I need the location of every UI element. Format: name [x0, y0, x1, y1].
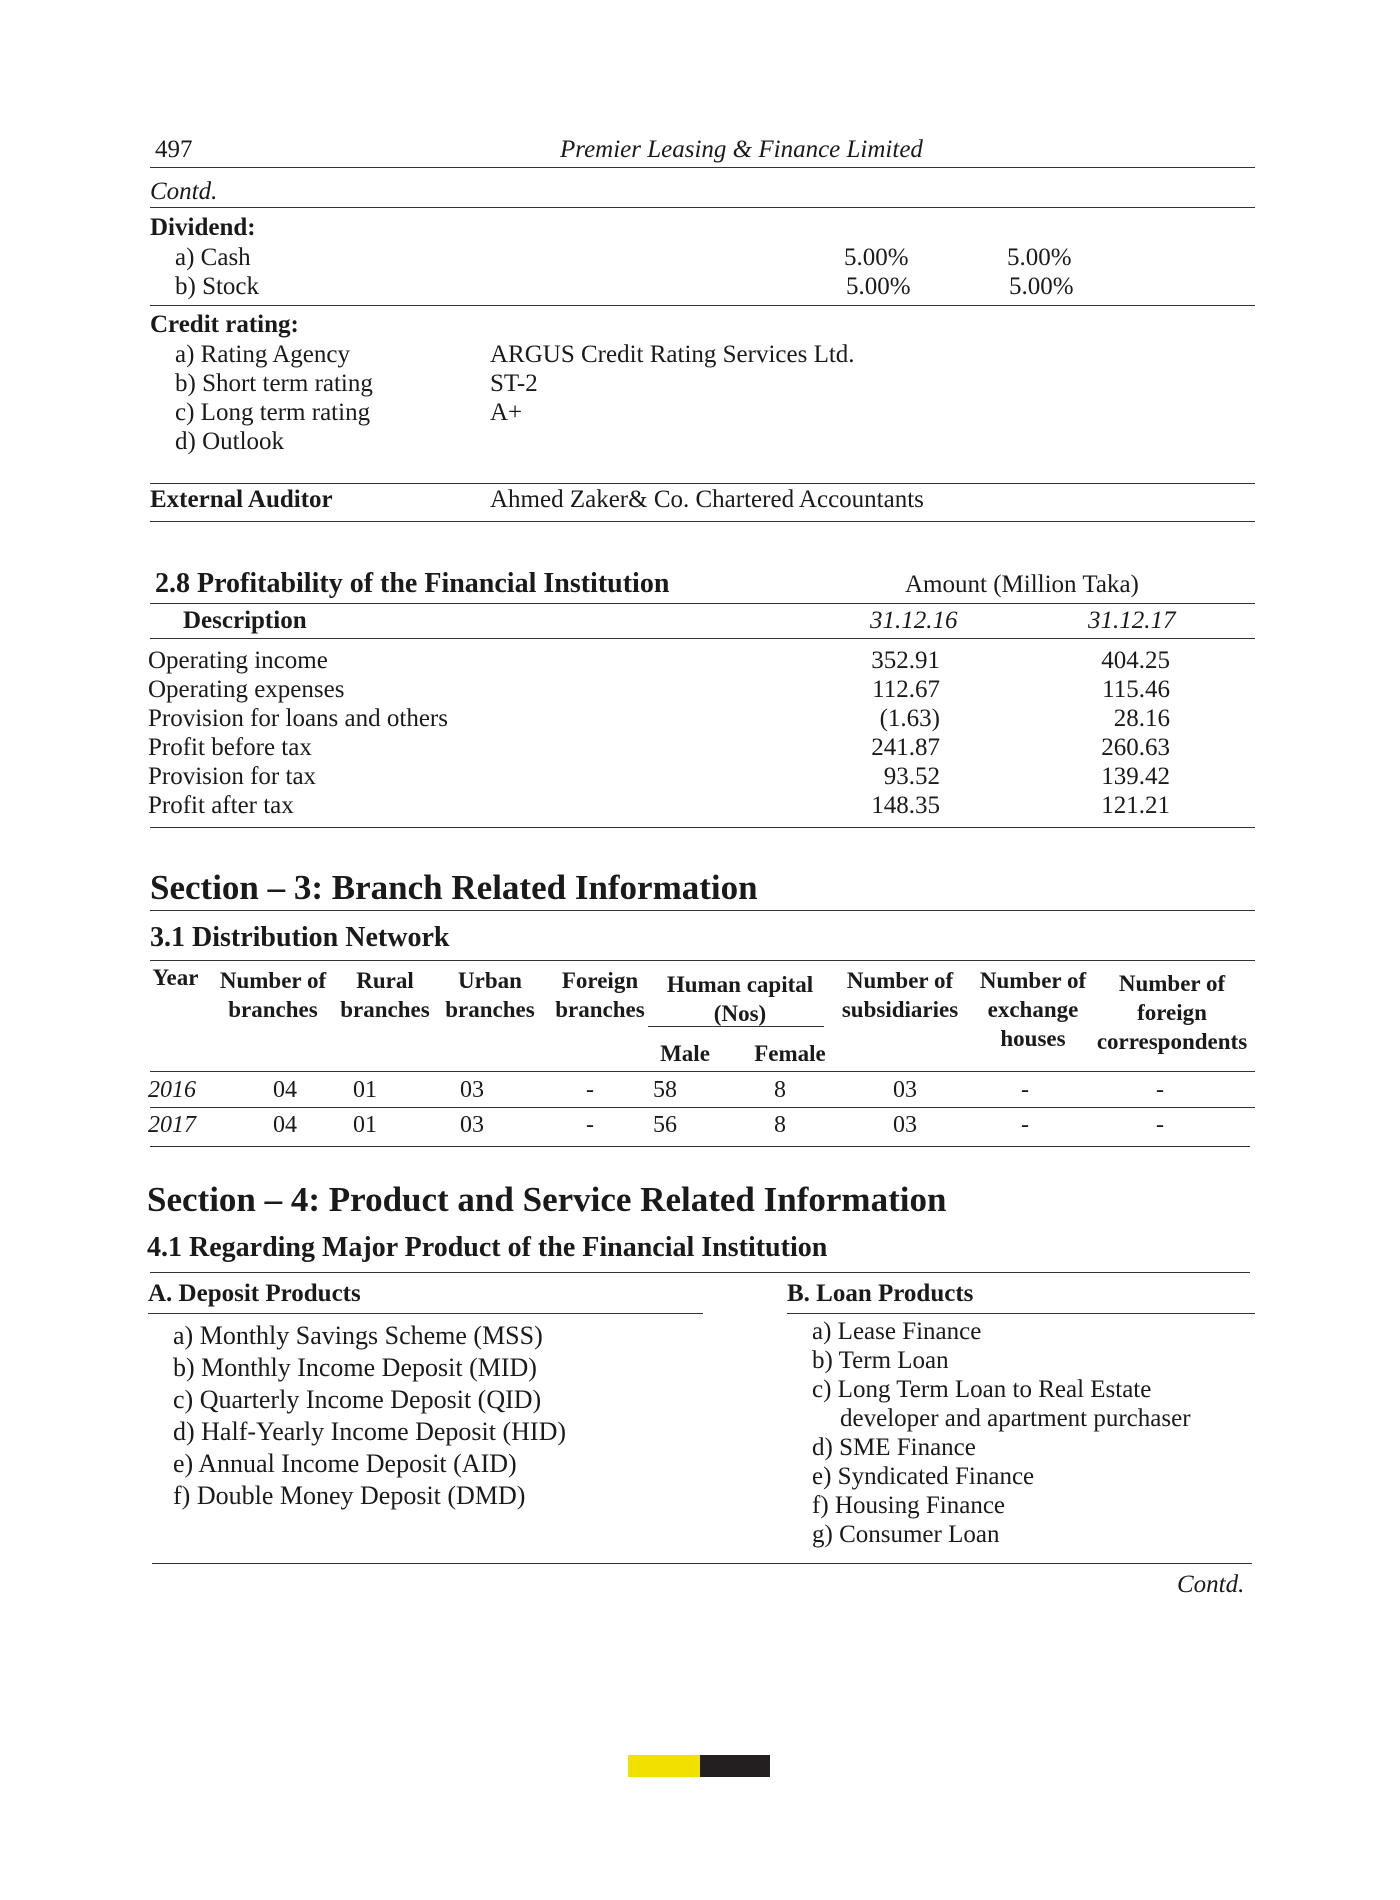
profitability-row-2016: 93.52: [883, 763, 940, 790]
dividend-row-2017: 5.00%: [1007, 244, 1072, 271]
dividend-title: Dividend:: [150, 214, 256, 241]
footer-dark-bar: [700, 1755, 770, 1777]
col-header-human-capital: Human capital (Nos): [666, 972, 814, 1026]
col-header-exchange: Number of exchange houses: [979, 968, 1087, 1051]
profitability-unit: Amount (Million Taka): [905, 571, 1139, 598]
credit-rating-value: A+: [490, 399, 523, 426]
loan-item: e) Syndicated Finance: [812, 1463, 1035, 1490]
profitability-row-label: Provision for loans and others: [148, 705, 448, 732]
credit-rating-label: c) Long term rating: [175, 399, 371, 426]
dividend-row-2017: 5.00%: [1009, 273, 1074, 300]
row-subsidiaries: 03: [893, 1112, 917, 1138]
page-number: 497: [155, 136, 193, 163]
row-subsidiaries: 03: [893, 1077, 917, 1103]
rule: [150, 910, 1255, 911]
profitability-row-2017: 139.42: [1101, 763, 1170, 790]
profitability-row-2017: 115.46: [1102, 676, 1170, 703]
row-correspondents: -: [1156, 1077, 1164, 1103]
running-header-title: Premier Leasing & Finance Limited: [560, 136, 923, 163]
rule: [152, 1563, 1252, 1564]
col-header-female: Female: [754, 1041, 826, 1066]
loan-item: b) Term Loan: [812, 1347, 949, 1374]
profitability-row-2017: 121.21: [1101, 792, 1170, 819]
credit-rating-label: a) Rating Agency: [175, 341, 350, 368]
profitability-row-label: Provision for tax: [148, 763, 317, 790]
rule: [150, 1272, 1250, 1273]
row-correspondents: -: [1156, 1112, 1164, 1138]
profitability-row-label: Operating expenses: [148, 676, 345, 703]
section3-subtitle: 3.1 Distribution Network: [150, 922, 450, 953]
row-year: 2016: [148, 1077, 196, 1103]
loan-item-continued: developer and apartment purchaser: [840, 1405, 1191, 1432]
external-auditor-label: External Auditor: [150, 486, 333, 513]
row-branches: 04: [273, 1077, 297, 1103]
profitability-row-2017: 260.63: [1101, 734, 1170, 761]
deposit-item: e) Annual Income Deposit (AID): [173, 1449, 517, 1478]
profitability-row-2017: 28.16: [1113, 705, 1170, 732]
footer-yellow-bar: [628, 1755, 700, 1777]
external-auditor-value: Ahmed Zaker& Co. Chartered Accountants: [490, 486, 924, 513]
row-urban: 03: [460, 1112, 484, 1138]
row-female: 8: [774, 1112, 786, 1138]
row-rural: 01: [353, 1112, 377, 1138]
row-branches: 04: [273, 1112, 297, 1138]
credit-rating-value: ST-2: [490, 370, 538, 397]
row-rural: 01: [353, 1077, 377, 1103]
profitability-row-label: Profit before tax: [148, 734, 312, 761]
loan-item: g) Consumer Loan: [812, 1521, 1000, 1548]
rule: [150, 827, 1255, 828]
section4-subtitle: 4.1 Regarding Major Product of the Financial Institution: [147, 1232, 828, 1263]
loan-item: a) Lease Finance: [812, 1318, 982, 1345]
loan-rule: [787, 1313, 1255, 1314]
loan-item: c) Long Term Loan to Real Estate: [812, 1376, 1152, 1403]
profitability-row-2016: 241.87: [871, 734, 940, 761]
header-rule: [150, 167, 1255, 168]
deposit-item: a) Monthly Savings Scheme (MSS): [173, 1321, 543, 1350]
credit-rating-label: b) Short term rating: [175, 370, 373, 397]
dividend-row-2016: 5.00%: [846, 273, 911, 300]
row-male: 56: [653, 1112, 677, 1138]
loan-products-title: B. Loan Products: [787, 1280, 974, 1307]
rule: [150, 483, 1255, 484]
rule: [150, 638, 1255, 639]
contd-top: Contd.: [150, 178, 218, 205]
col-header-subsidiaries: Number of subsidiaries: [841, 968, 959, 1022]
profitability-row-2016: 352.91: [871, 647, 940, 674]
human-capital-rule: [648, 1026, 824, 1027]
row-urban: 03: [460, 1077, 484, 1103]
col-header-rural: Rural branches: [340, 968, 430, 1022]
col-header-branches: Number of branches: [219, 968, 327, 1022]
credit-rating-label: d) Outlook: [175, 428, 285, 455]
contd-bottom: Contd.: [1177, 1571, 1245, 1598]
rule: [150, 1146, 1250, 1147]
rule: [150, 1107, 1255, 1108]
section3-title: Section – 3: Branch Related Information: [150, 868, 758, 907]
section4-title: Section – 4: Product and Service Related Information: [147, 1180, 947, 1219]
profitability-row-2017: 404.25: [1101, 647, 1170, 674]
profitability-title: 2.8 Profitability of the Financial Institution: [155, 568, 670, 599]
rule: [150, 521, 1255, 522]
col-header-urban: Urban branches: [445, 968, 535, 1022]
loan-item: d) SME Finance: [812, 1434, 976, 1461]
row-exchange: -: [1021, 1077, 1029, 1103]
profitability-row-2016: 148.35: [871, 792, 940, 819]
row-foreign: -: [586, 1112, 594, 1138]
profitability-col-2016: 31.12.16: [870, 607, 958, 634]
col-header-correspondents: Number of foreign correspondents: [1096, 971, 1248, 1054]
profitability-col-2017: 31.12.17: [1088, 607, 1176, 634]
profitability-row-label: Profit after tax: [148, 792, 294, 819]
row-male: 58: [653, 1077, 677, 1103]
deposit-item: d) Half-Yearly Income Deposit (HID): [173, 1417, 567, 1446]
col-header-year: Year: [152, 965, 199, 990]
loan-item: f) Housing Finance: [812, 1492, 1006, 1519]
profitability-row-label: Operating income: [148, 647, 328, 674]
profitability-col-description: Description: [183, 607, 307, 634]
row-exchange: -: [1021, 1112, 1029, 1138]
deposit-products-title: A. Deposit Products: [148, 1280, 361, 1307]
col-header-foreign: Foreign branches: [555, 968, 645, 1022]
deposit-rule: [148, 1313, 703, 1314]
rule: [150, 1071, 1255, 1072]
row-year: 2017: [148, 1112, 196, 1138]
dividend-row-label: b) Stock: [175, 273, 260, 300]
rule: [150, 305, 1255, 306]
row-foreign: -: [586, 1077, 594, 1103]
rule: [150, 207, 1255, 208]
rule: [150, 960, 1255, 961]
credit-rating-title: Credit rating:: [150, 311, 299, 338]
dividend-row-2016: 5.00%: [844, 244, 909, 271]
dividend-row-label: a) Cash: [175, 244, 251, 271]
deposit-item: f) Double Money Deposit (DMD): [173, 1481, 526, 1510]
deposit-item: c) Quarterly Income Deposit (QID): [173, 1385, 542, 1414]
profitability-row-2016: (1.63): [879, 705, 940, 732]
col-header-male: Male: [660, 1041, 710, 1066]
credit-rating-value: ARGUS Credit Rating Services Ltd.: [490, 341, 855, 368]
rule: [150, 603, 1255, 604]
profitability-row-2016: 112.67: [872, 676, 940, 703]
row-female: 8: [774, 1077, 786, 1103]
deposit-item: b) Monthly Income Deposit (MID): [173, 1353, 537, 1382]
